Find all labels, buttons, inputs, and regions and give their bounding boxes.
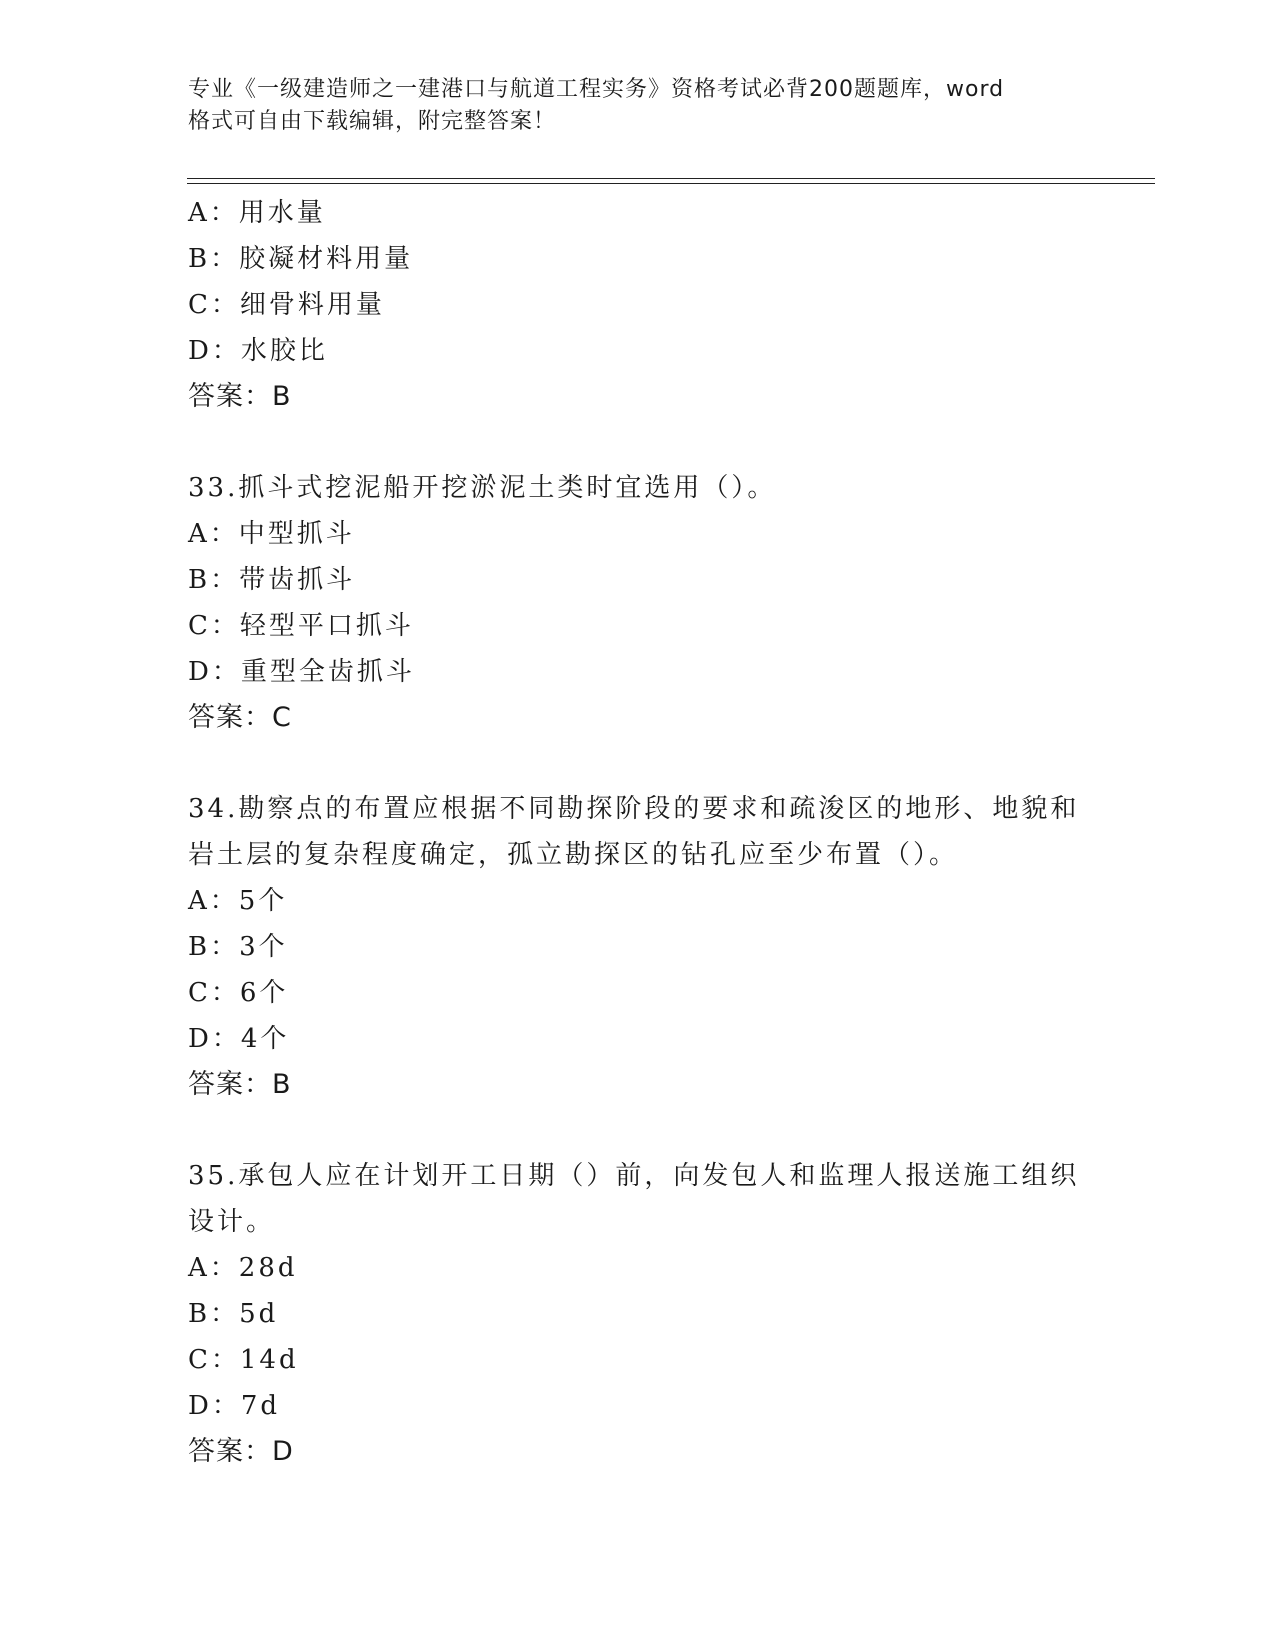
- option-c: C：细骨料用量: [188, 290, 385, 320]
- option-b: B：5d: [188, 1299, 279, 1329]
- question-text-line-1: 35.承包人应在计划开工日期（）前，向发包人和监理人报送施工组织: [188, 1161, 1080, 1191]
- question-text: 33.抓斗式挖泥船开挖淤泥土类时宜选用（）。: [188, 473, 777, 503]
- question-block-34: [188, 786, 1088, 1108]
- header-divider-top: [187, 178, 1155, 179]
- question-block-33: [188, 465, 1088, 741]
- answer-label: 答案：D: [188, 1436, 294, 1467]
- answer-label: 答案：B: [188, 1069, 292, 1100]
- option-d: D：水胶比: [188, 336, 328, 366]
- option-d: D：7d: [188, 1391, 281, 1421]
- answer-label: 答案：B: [188, 381, 292, 412]
- title-line-2: 格式可自由下载编辑，附完整答案！: [188, 109, 557, 134]
- question-block-32: [188, 190, 1088, 420]
- option-d: D：重型全齿抓斗: [188, 657, 415, 687]
- answer-label: 答案：C: [188, 702, 292, 733]
- header-divider-bottom: [187, 183, 1155, 184]
- question-text-line-2: 岩土层的复杂程度确定，孤立勘探区的钻孔应至少布置（）。: [188, 840, 959, 870]
- option-d: D：4个: [188, 1024, 290, 1054]
- option-a: A：中型抓斗: [188, 519, 355, 549]
- question-block-35: [188, 1153, 1088, 1475]
- question-text-line-1: 34.勘察点的布置应根据不同勘探阶段的要求和疏浚区的地形、地貌和: [188, 794, 1080, 824]
- option-a: A：28d: [188, 1253, 298, 1283]
- option-a: A：用水量: [188, 198, 326, 228]
- document-title: [188, 74, 1068, 138]
- question-text-line-2: 设计。: [188, 1207, 276, 1237]
- question-list: [188, 190, 1088, 1475]
- option-b: B：胶凝材料用量: [188, 244, 414, 274]
- title-line-1: 专业《一级建造师之一建港口与航道工程实务》资格考试必背200题题库，word: [188, 77, 1005, 102]
- option-b: B：带齿抓斗: [188, 565, 356, 595]
- option-c: C：14d: [188, 1345, 299, 1375]
- option-c: C：6个: [188, 978, 289, 1008]
- option-c: C：轻型平口抓斗: [188, 611, 414, 641]
- option-b: B：3个: [188, 932, 288, 962]
- option-a: A：5个: [188, 886, 288, 916]
